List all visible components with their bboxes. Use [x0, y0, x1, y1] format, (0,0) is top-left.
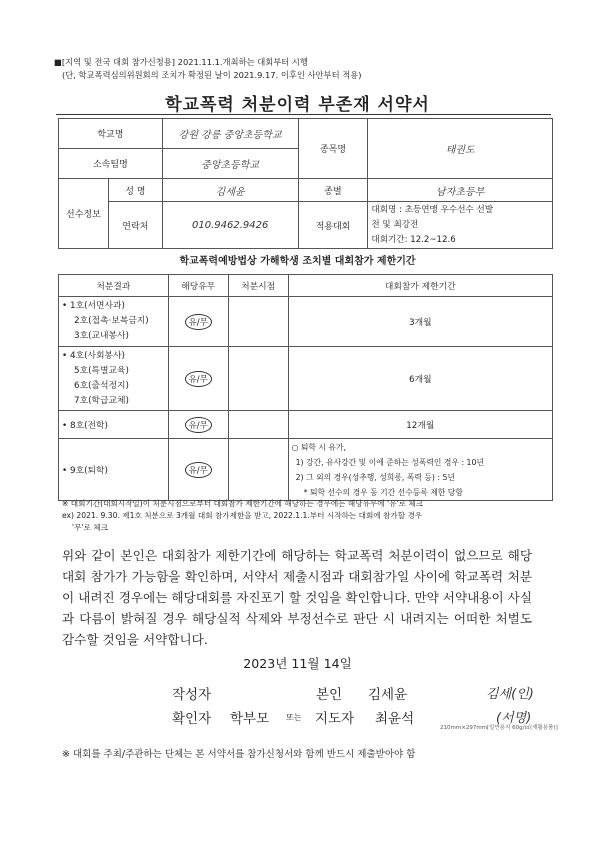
footer-note: ※ 대회를 주최/주관하는 단체는 본 서약서를 참가신청서와 함께 반드시 제출받아야 함 — [62, 749, 416, 760]
period-expulsion — [288, 439, 552, 501]
applicable-cell — [168, 439, 228, 501]
title-divider — [56, 114, 551, 115]
guide-label: 지도자 — [315, 711, 355, 727]
header-applicable: 해당유무 — [168, 275, 228, 297]
date-cell — [228, 439, 288, 501]
signing-date: 2023년 11월 14일 — [243, 656, 352, 671]
section-title: 학교폭력예방법상 가해학생 조치별 대회참가 제한기간 — [179, 256, 416, 267]
guide-name: 최윤석 — [375, 711, 415, 727]
disposition-group-2 — [59, 347, 169, 411]
competition-period: 대회기간: 12.2~12.6 — [371, 234, 456, 245]
applicable-cell — [168, 297, 228, 347]
self-label: 본인 — [316, 687, 343, 703]
confirmer-label: 확인자 — [172, 711, 212, 727]
disposition-group-4: • 9호(퇴학) — [59, 439, 169, 501]
restriction-table — [58, 274, 553, 501]
competition-name: 대회명 : 초등연맹 우수선수 선발 — [371, 204, 494, 215]
period-6-months: 6개월 — [288, 347, 552, 411]
period-3-months: 3개월 — [288, 297, 552, 347]
guide-signature: (서명) — [496, 711, 532, 726]
expulsion-note: 1) 강간, 유사강간 및 이에 준하는 성폭력인 경우 : 10년 — [295, 457, 485, 467]
header-disposition-date: 처분시점 — [228, 275, 288, 297]
statement-paragraph: 위와 같이 본인은 대회참가 제한기간에 해당하는 학교폭력 처분이력이 없으므로 해당 대회 참가가 가능함을 확인하며, 서약서 제출시점과 대회참가일 사이에 학교폭력 처분이 내려진 경우에는 해당대회를 자진포기 할 것임을 확인합니다. 만약 서약내용이 사실과 다름이 밝혀질 경우 해당실적 삭제와 부정선수로 판단 시 내려지는 어떠한 처벌도 감수할 것임을 서약합니다. — [62, 548, 532, 647]
contact-label: 연락처 — [108, 202, 162, 249]
disposition-item: 5호(특별교육) — [74, 365, 129, 376]
sport-label: 종목명 — [298, 119, 368, 179]
disposition-item: • 1호(서면사과) — [62, 301, 125, 311]
school-value: 강원 강릉 중앙초등학교 — [162, 119, 298, 149]
header-disposition: 처분결과 — [59, 275, 169, 297]
mark-circle: 유/무 — [185, 462, 212, 478]
competition-name-cont: 전 및 최강전 — [371, 219, 419, 230]
date-cell — [228, 411, 288, 439]
disposition-item: 3호(교내봉사) — [74, 331, 129, 341]
mark-circle: 유/무 — [185, 417, 212, 433]
division-label: 종별 — [298, 179, 368, 202]
disposition-item: 7호(학급교체) — [74, 395, 129, 406]
applicable-cell — [168, 347, 228, 411]
note-line: '무'로 체크 — [72, 523, 108, 532]
disposition-item: 2호(접촉·보복금지) — [74, 316, 149, 326]
note-line: ※ 대회기간(대회시작일)이 처분시점으로부터 대회참가 제한기간에 해당하는 경우에는 해당유무에 '유'로 체크 — [62, 499, 423, 508]
name-label: 성 명 — [108, 179, 162, 202]
disposition-item: • 4호(사회봉사) — [62, 350, 125, 361]
sport-value: 태권도 — [368, 119, 553, 179]
period-12-months: 12개월 — [288, 411, 552, 439]
date-cell — [228, 347, 288, 411]
header-line-1: ■[지역 및 전국 대회 참가신청용] 2021.11.1.개최하는 대회부터 시행 — [54, 57, 308, 67]
disposition-item: 6호(출석정지) — [74, 380, 129, 391]
division-value: 남자초등부 — [368, 179, 553, 202]
name-value: 김세윤 — [162, 179, 298, 202]
author-label: 작성자 — [172, 687, 212, 703]
document-title: 학교폭력 처분이력 부존재 서약서 — [165, 95, 430, 115]
disposition-group-3: • 8호(전학) — [59, 411, 169, 439]
team-value: 중앙초등학교 — [162, 149, 298, 179]
team-label: 소속팀명 — [59, 149, 163, 179]
expulsion-note: * 퇴학 선수의 경우 동 기간 선수등록 제한 당함 — [303, 487, 463, 497]
self-signature: 김세(인) — [486, 687, 534, 702]
info-table — [58, 118, 553, 249]
table-notes — [62, 498, 423, 534]
or-label: 또는 — [286, 713, 302, 722]
expulsion-note: ○ 퇴학 시 유가, — [291, 442, 346, 452]
self-name: 김세윤 — [368, 687, 408, 703]
header-line-2: (단, 학교폭력심의위원회의 조치가 확정된 날이 2021.9.17. 이후인 사안부터 적용) — [62, 70, 362, 80]
disposition-group-1 — [59, 297, 169, 347]
applicable-cell — [168, 411, 228, 439]
player-info-label: 선수정보 — [59, 179, 109, 249]
contact-value: 010.9462.9426 — [162, 202, 298, 249]
competition-details — [368, 202, 553, 249]
school-label: 학교명 — [59, 119, 163, 149]
mark-circle: 유/무 — [185, 371, 212, 387]
expulsion-note: 2) 그 외의 경우(성추행, 성희롱, 폭력 등) : 5년 — [295, 472, 456, 482]
applied-competition-label: 적용대회 — [298, 202, 368, 249]
paper-spec: 210mm×297mm[일반용지 60g/㎡(재활용품)] — [440, 725, 558, 731]
note-line: ex) 2021. 9.30. 제1호 처분으로 3개월 대회 참가제한을 받고, 2022.1.1.부터 시작하는 대회에 참가할 경우 — [62, 511, 423, 520]
mark-circle: 유/무 — [185, 314, 212, 330]
date-cell — [228, 297, 288, 347]
parent-label: 학부모 — [230, 711, 270, 727]
header-restriction-period: 대회참가 제한기간 — [288, 275, 552, 297]
